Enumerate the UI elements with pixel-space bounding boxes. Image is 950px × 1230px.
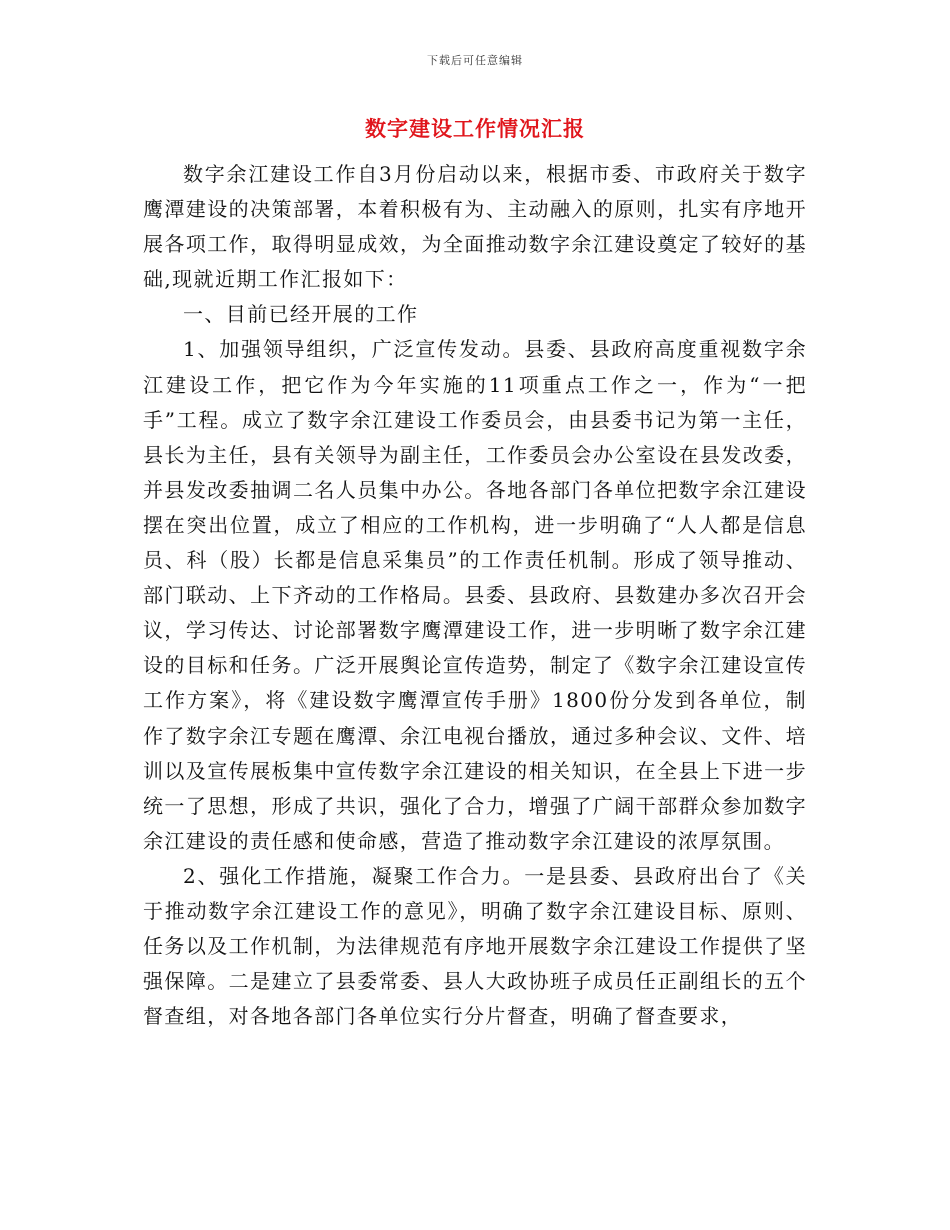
section-heading: 一、目前已经开展的工作 <box>183 302 419 327</box>
header-note: 下载后可任意编辑 <box>427 54 523 67</box>
document-title: 数字建设工作情况汇报 <box>365 116 585 141</box>
paragraph-measures: 2、强化工作措施，凝聚工作合力。一是县委、县政府出台了《关于推动数字余江建设工作的意见》，明确了数字余江建设目标、原则、任务以及工作机制，为法律规范有序地开展数字余江建设工作提供了坚强保障。二是建立了县委常委、县人大政协班子成员任正副组长的五个督查组，对各地各部门各单位实行分片督查，明确了督查要求， <box>143 863 807 1029</box>
paragraph-leadership: 1、加强领导组织，广泛宣传发动。县委、县政府高度重视数字余江建设工作，把它作为今年实施的11项重点工作之一，作为“一把手”工程。成立了数字余江建设工作委员会，由县委书记为第一主任，县长为主任，县有关领导为副主任，工作委员会办公室设在县发改委，并县发改委抽调二名人员集中办公。各地各部门各单位把数字余江建设摆在突出位置，成立了相应的工作机构，进一步明确了“人人都是信息员、科（股）长都是信息采集员”的工作责任机制。形成了领导推动、部门联动、上下齐动的工作格局。县委、县政府、县数建办多次召开会议，学习传达、讨论部署数字鹰潭建设工作，进一步明晰了数字余江建设的目标和任务。广泛开展舆论宣传造势，制定了《数字余江建设宣传工作方案》，将《建设数字鹰潭宣传手册》1800份分发到各单位，制作了数字余江专题在鹰潭、余江电视台播放，通过多种会议、文件、培训以及宣传展板集中宣传数字余江建设的相关知识，在全县上下进一步统一了思想，形成了共识，强化了合力，增强了广阔干部群众参加数字余江建设的责任感和使命感，营造了推动数字余江建设的浓厚氛围。 <box>143 337 807 853</box>
document-body <box>143 157 807 1069</box>
paragraph-intro: 数字余江建设工作自3月份启动以来，根据市委、市政府关于数字鹰潭建设的决策部署，本着积极有为、主动融入的原则，扎实有序地开展各项工作，取得明显成效，为全面推动数字余江建设奠定了较好的基础,现就近期工作汇报如下： <box>143 162 807 292</box>
